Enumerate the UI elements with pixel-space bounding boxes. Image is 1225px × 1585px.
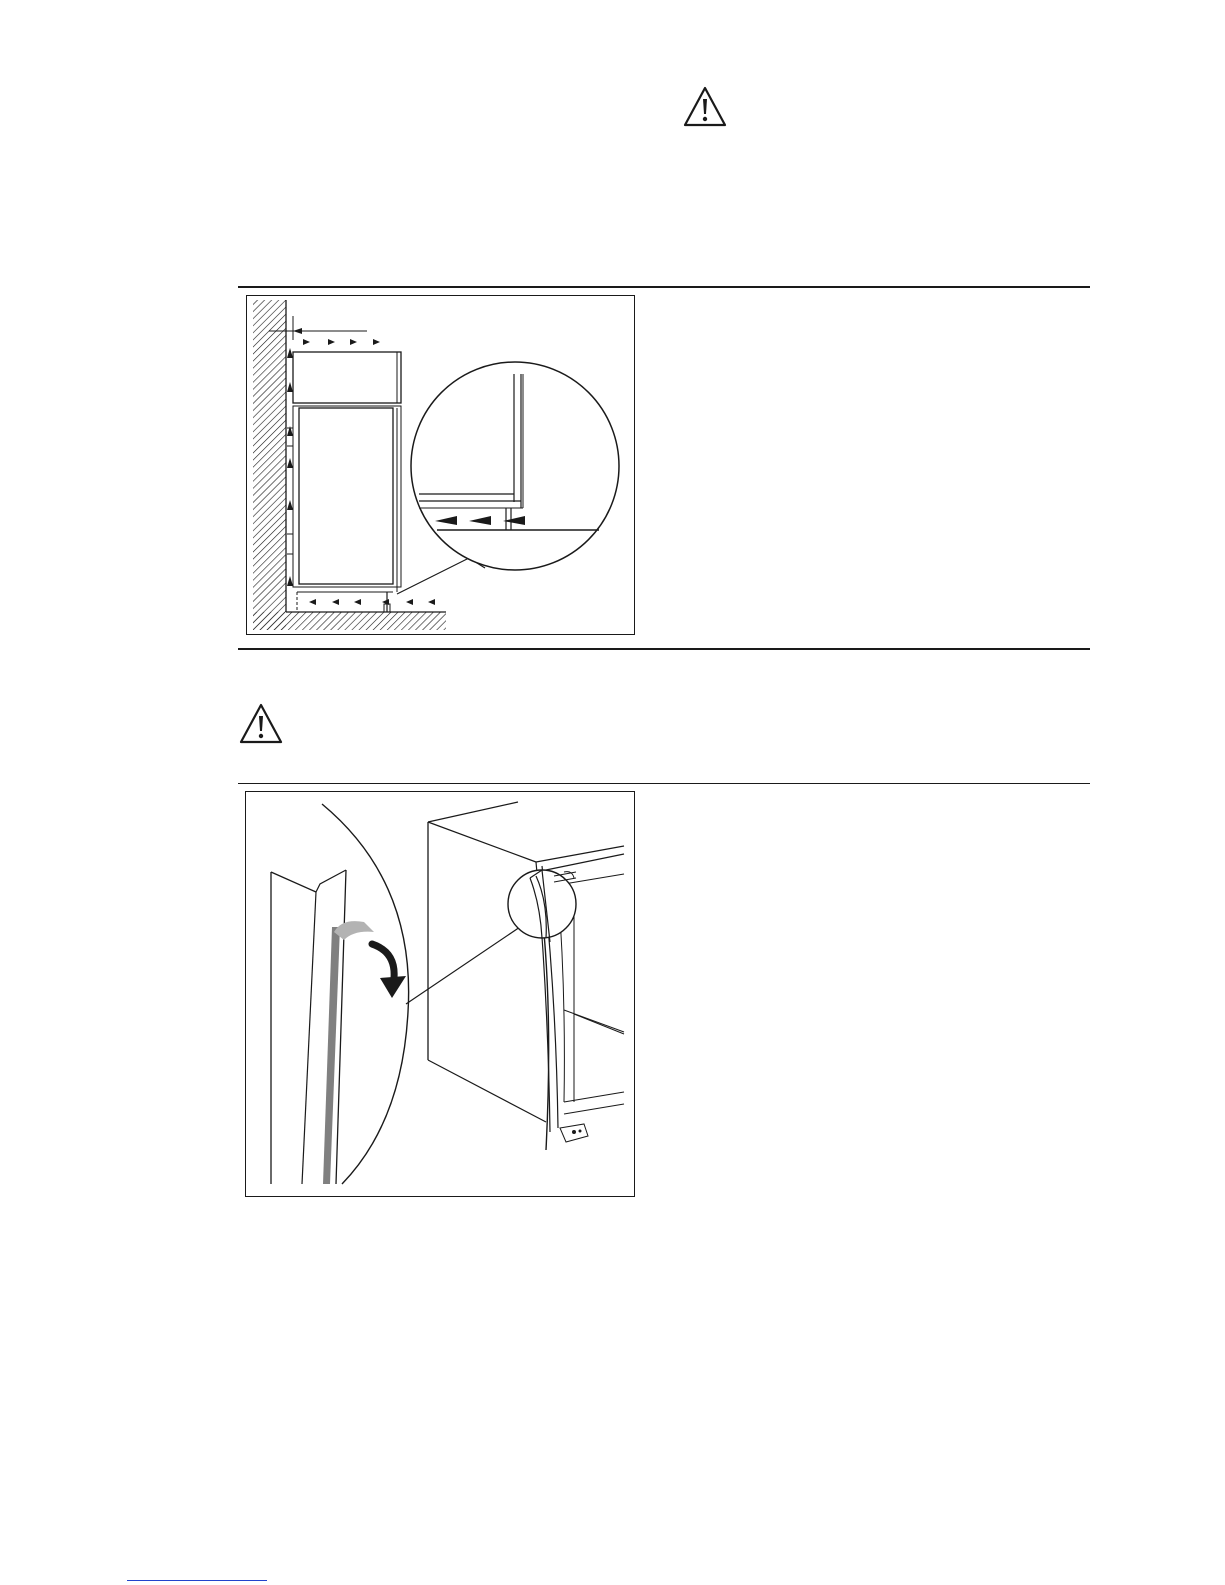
floor-hatch: [253, 612, 446, 630]
warning-triangle-icon: [682, 85, 728, 129]
detail-magnifier: [411, 362, 619, 570]
section-divider-top: [238, 286, 1090, 288]
footer-link-underline[interactable]: [127, 1580, 267, 1581]
section-divider-lower: [238, 783, 1090, 784]
seal-strip-illustration: [245, 791, 635, 1197]
warning-icon-middle: [238, 702, 284, 746]
wall-hatch: [253, 300, 286, 630]
ventilation-illustration: [246, 295, 635, 635]
section-divider-middle: [238, 648, 1090, 650]
warning-icon-top: [682, 85, 728, 129]
warning-triangle-icon: [238, 702, 284, 746]
